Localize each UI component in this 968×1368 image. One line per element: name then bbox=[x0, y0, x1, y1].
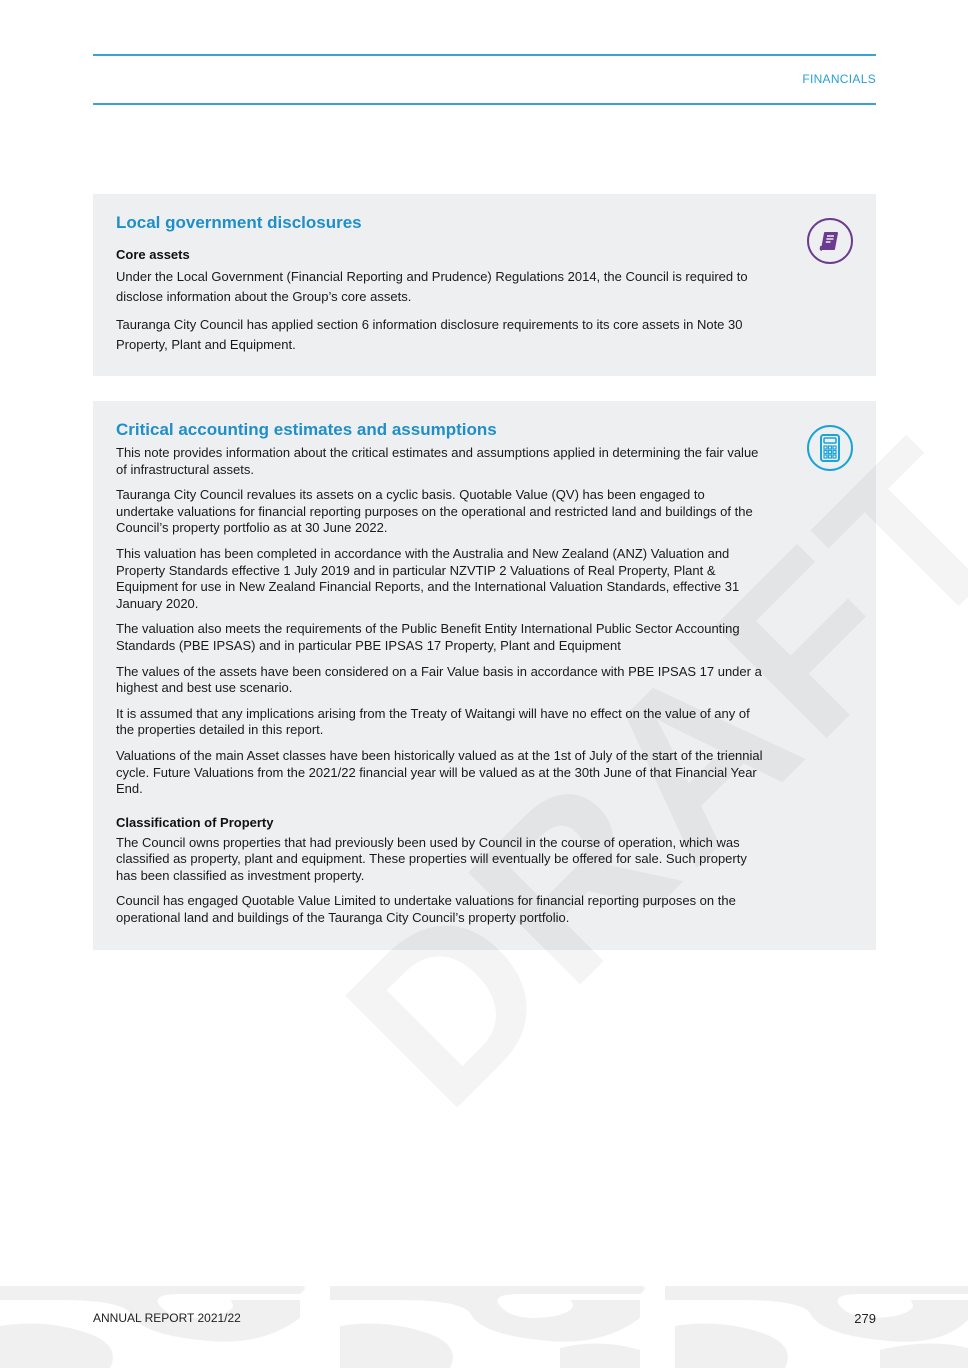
calculator-icon bbox=[807, 425, 853, 471]
header-top-rule bbox=[93, 54, 876, 56]
panel-paragraph: This valuation has been completed in accordance with the Australia and New Zealand (ANZ) Valuation and Property Standards effective 1 July 2019 and in particular NZVTIP 2 Valuations of Real Property, Plant & Equipment for use in New Zealand Financial Reports, and the International Valuation Standards, effective 31 January 2020. bbox=[116, 545, 740, 611]
footer-report-label: ANNUAL REPORT 2021/22 bbox=[93, 1311, 241, 1325]
panel-paragraph: This note provides information about the critical estimates and assumptions applied in determining the fair value of infrastructural assets. bbox=[116, 445, 759, 477]
panel-title: Local government disclosures bbox=[116, 213, 362, 232]
header-bottom-rule bbox=[93, 103, 876, 105]
panel-paragraph: The valuation also meets the requirements of the Public Benefit Entity International Public Sector Accounting Standards (PBE IPSAS) and in particular PBE IPSAS 17 Property, Plant and Equipment bbox=[116, 621, 740, 653]
local-government-disclosures-panel bbox=[93, 194, 876, 376]
panel-paragraph: It is assumed that any implications arising from the Treaty of Waitangi will have no effect on the value of any of the properties detailed in this report. bbox=[116, 705, 750, 738]
book-icon bbox=[807, 218, 853, 264]
panel-paragraph: The Council owns properties that had previously been used by Council in the course of operation, which was classified as property, plant and equipment. These properties will eventually be offered for sale. Such property has been classified as investment property. bbox=[116, 834, 747, 883]
panel-paragraph: Tauranga City Council has applied section 6 information disclosure requirements to its core assets in Note 30 Property, Plant and Equipment. bbox=[116, 317, 743, 352]
classification-heading: Classification of Property bbox=[116, 814, 274, 830]
panel-paragraph: Valuations of the main Asset classes have been historically valued as at the 1st of July of the start of the triennial cycle. Future Valuations from the 2021/22 financial year will be valued as at the 30th June of that Financial Year End. bbox=[116, 747, 763, 797]
page-number: 279 bbox=[854, 1311, 876, 1326]
panel-title: Critical accounting estimates and assumptions bbox=[116, 420, 497, 439]
section-label: FINANCIALS bbox=[802, 72, 876, 86]
core-assets-heading: Core assets bbox=[116, 247, 190, 262]
panel-paragraph: Under the Local Government (Financial Reporting and Prudence) Regulations 2014, the Council is required to disclose information about the Group’s core assets. bbox=[116, 269, 748, 304]
panel-paragraph: Tauranga City Council revalues its assets on a cyclic basis. Quotable Value (QV) has been engaged to undertake valuations for financial reporting purposes on the operational and restricted land and buildings of the Council’s property portfolio as at 30 June 2022. bbox=[116, 487, 753, 536]
critical-accounting-panel bbox=[93, 401, 876, 950]
panel-paragraph: The values of the assets have been considered on a Fair Value basis in accordance with PBE IPSAS 17 under a highest and best use scenario. bbox=[116, 663, 762, 696]
panel-paragraph: Council has engaged Quotable Value Limited to undertake valuations for financial reporting purposes on the operational land and buildings of the Tauranga City Council’s property portfolio. bbox=[116, 893, 736, 926]
